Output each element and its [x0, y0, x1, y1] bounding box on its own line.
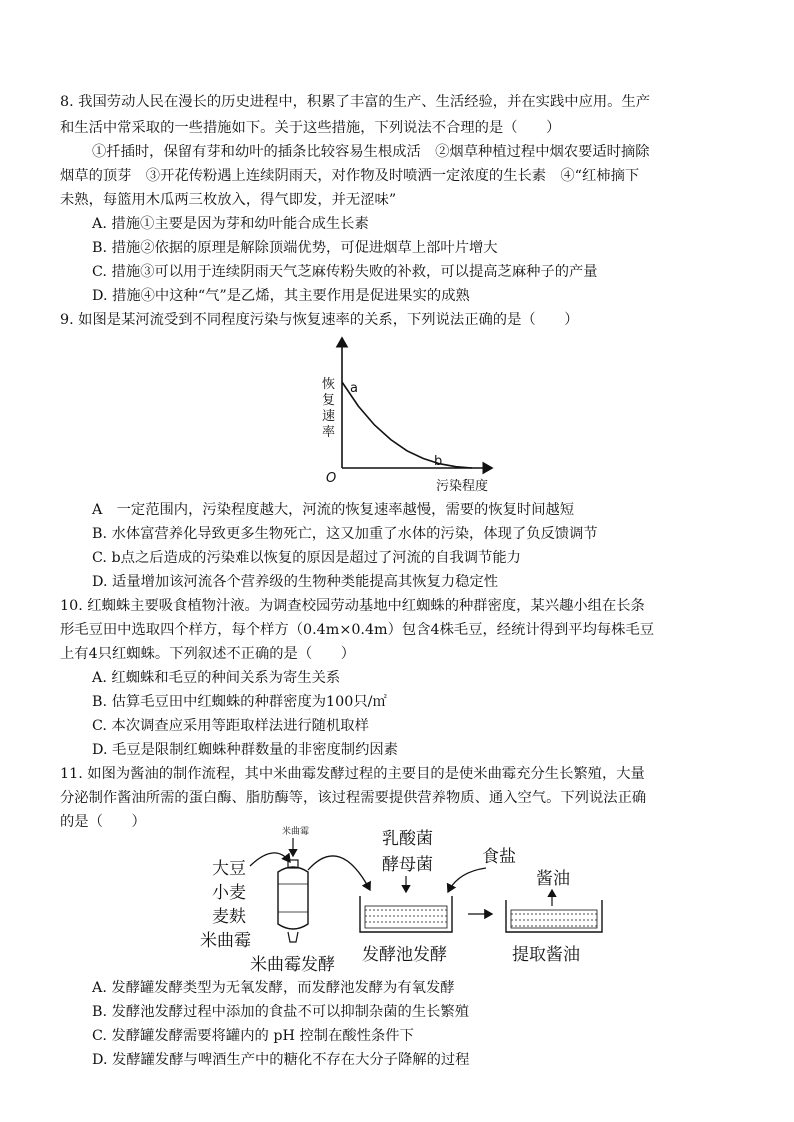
step1-label: 米曲霉发酵 — [250, 955, 335, 975]
q10-stem-line1: 10. 红蜘蛛主要吸食植物汁液。为调查校园劳动基地中红蜘蛛的种群密度，某兴趣小组在长条 — [60, 598, 645, 614]
fermentation-tank-icon — [278, 860, 308, 942]
q9-stem: 9. 如图是某河流受到不同程度污染与恢复速率的关系，下列说法正确的是（ ） — [60, 312, 579, 328]
raw-material-bran: 麦麸 — [212, 907, 246, 927]
step2-label: 发酵池发酵 — [362, 945, 447, 965]
q11-option-a: A. 发酵罐发酵类型为无氧发酵，而发酵池发酵为有氧发酵 — [92, 980, 455, 996]
soy-sauce-flow-diagram — [190, 822, 630, 982]
q10-option-d: D. 毛豆是限制红蜘蛛种群数量的非密度制约因素 — [92, 742, 398, 758]
point-a-label: a — [350, 381, 358, 396]
q10-option-c: C. 本次调查应采用等距取样法进行随机取样 — [92, 718, 369, 734]
y-axis-label-char-4: 率 — [322, 425, 336, 440]
q9-option-a: A 一定范围内，污染程度越大，河流的恢复速率越慢，需要的恢复时间越短 — [92, 502, 575, 518]
y-axis-label-char-1: 恢 — [322, 377, 336, 392]
q8-stem-line1: 8. 我国劳动人民在漫长的历史进程中，积累了丰富的生产、生活经验，并在实践中应用。生产 — [60, 94, 651, 110]
q8-option-d: D. 措施④中这种“气”是乙烯，其主要作用是促进果实的成熟 — [92, 288, 470, 304]
q10-option-a: A. 红蜘蛛和毛豆的种间关系为寄生关系 — [92, 670, 341, 686]
q8-stem-line5: 未熟，每篮用木瓜两三枚放入，得气即发，并无涩味” — [60, 192, 397, 208]
microbe-lactic: 乳酸菌 — [382, 829, 433, 849]
point-b-label: b — [434, 454, 443, 469]
y-axis-label-char-2: 复 — [322, 393, 336, 408]
raw-material-wheat: 小麦 — [212, 883, 246, 903]
q11-stem-line2: 分泌制作酱油所需的蛋白酶、脂肪酶等，该过程需要提供营养物质、通入空气。下列说法正确 — [60, 790, 647, 806]
microbe-yeast: 酵母菌 — [382, 855, 433, 875]
arrow-tank-to-pool — [308, 856, 370, 890]
origin-label: O — [326, 471, 337, 486]
q9-option-d: D. 适量增加该河流各个营养级的生物种类能提高其恢复力稳定性 — [92, 574, 499, 590]
x-axis-label: 污染程度 — [435, 479, 489, 494]
q10-stem-line2: 形毛豆田中选取四个样方，每个样方（0.4m×0.4m）包含4株毛豆，经统计得到平均每株毛豆 — [60, 622, 655, 638]
q11-option-b: B. 发酵池发酵过程中添加的食盐不可以抑制杂菌的生长繁殖 — [92, 1004, 470, 1020]
extraction-pool-icon — [506, 900, 602, 932]
q9-option-c: C. b点之后造成的污染难以恢复的原因是超过了河流的自我调节能力 — [92, 550, 521, 566]
q11-stem-line1: 11. 如图为酱油的制作流程，其中米曲霉发酵过程的主要目的是使米曲霉充分生长繁殖，大量 — [60, 766, 645, 782]
arrow-salt-to-pool — [448, 868, 486, 892]
step3-label: 提取酱油 — [512, 945, 580, 965]
fermentation-pool-icon — [360, 896, 452, 932]
soy-sauce-label: 酱油 — [536, 869, 570, 889]
raw-material-mold: 米曲霉 — [200, 931, 251, 951]
arrow-materials-to-tank — [250, 853, 290, 866]
q8-option-c: C. 措施③可以用于连续阴雨天气芝麻传粉失败的补救，可以提高芝麻种子的产量 — [92, 264, 598, 280]
q9-option-b: B. 水体富营养化导致更多生物死亡，这又加重了水体的污染，体现了负反馈调节 — [92, 526, 598, 542]
q9-chart — [300, 330, 510, 500]
q10-option-b: B. 估算毛豆田中红蜘蛛的种群密度为100只/㎡ — [92, 694, 387, 710]
recovery-curve — [342, 382, 472, 468]
q10-stem-line3: 上有4只红蜘蛛。下列叙述不正确的是（ ） — [60, 646, 356, 662]
q8-stem-line3: ①扦插时，保留有芽和幼叶的插条比较容易生根成活 ②烟草种植过程中烟农要适时摘除 — [92, 144, 650, 160]
q8-option-b: B. 措施②依据的原理是解除顶端优势，可促进烟草上部叶片增大 — [92, 240, 498, 256]
q11-option-d: D. 发酵罐发酵与啤酒生产中的糖化不存在大分子降解的过程 — [92, 1052, 470, 1068]
q8-option-a: A. 措施①主要是因为芽和幼叶能合成生长素 — [92, 216, 369, 232]
q8-stem-line4: 烟草的顶芽 ③开花传粉遇上连续阴雨天，对作物及时喷洒一定浓度的生长素 ④“红柿摘下 — [60, 168, 640, 184]
y-axis-label-char-3: 速 — [322, 409, 336, 424]
q11-option-c: C. 发酵罐发酵需要将罐内的 pH 控制在酸性条件下 — [92, 1028, 414, 1044]
raw-material-soybean: 大豆 — [212, 859, 246, 879]
q11-stem-line3: 的是（ ） — [60, 814, 146, 830]
salt-label: 食盐 — [482, 847, 516, 867]
q8-stem-line2: 和生活中常采取的一些措施如下。关于这些措施，下列说法不合理的是（ ） — [60, 120, 561, 136]
mold-input-label: 米曲霉 — [282, 827, 310, 837]
